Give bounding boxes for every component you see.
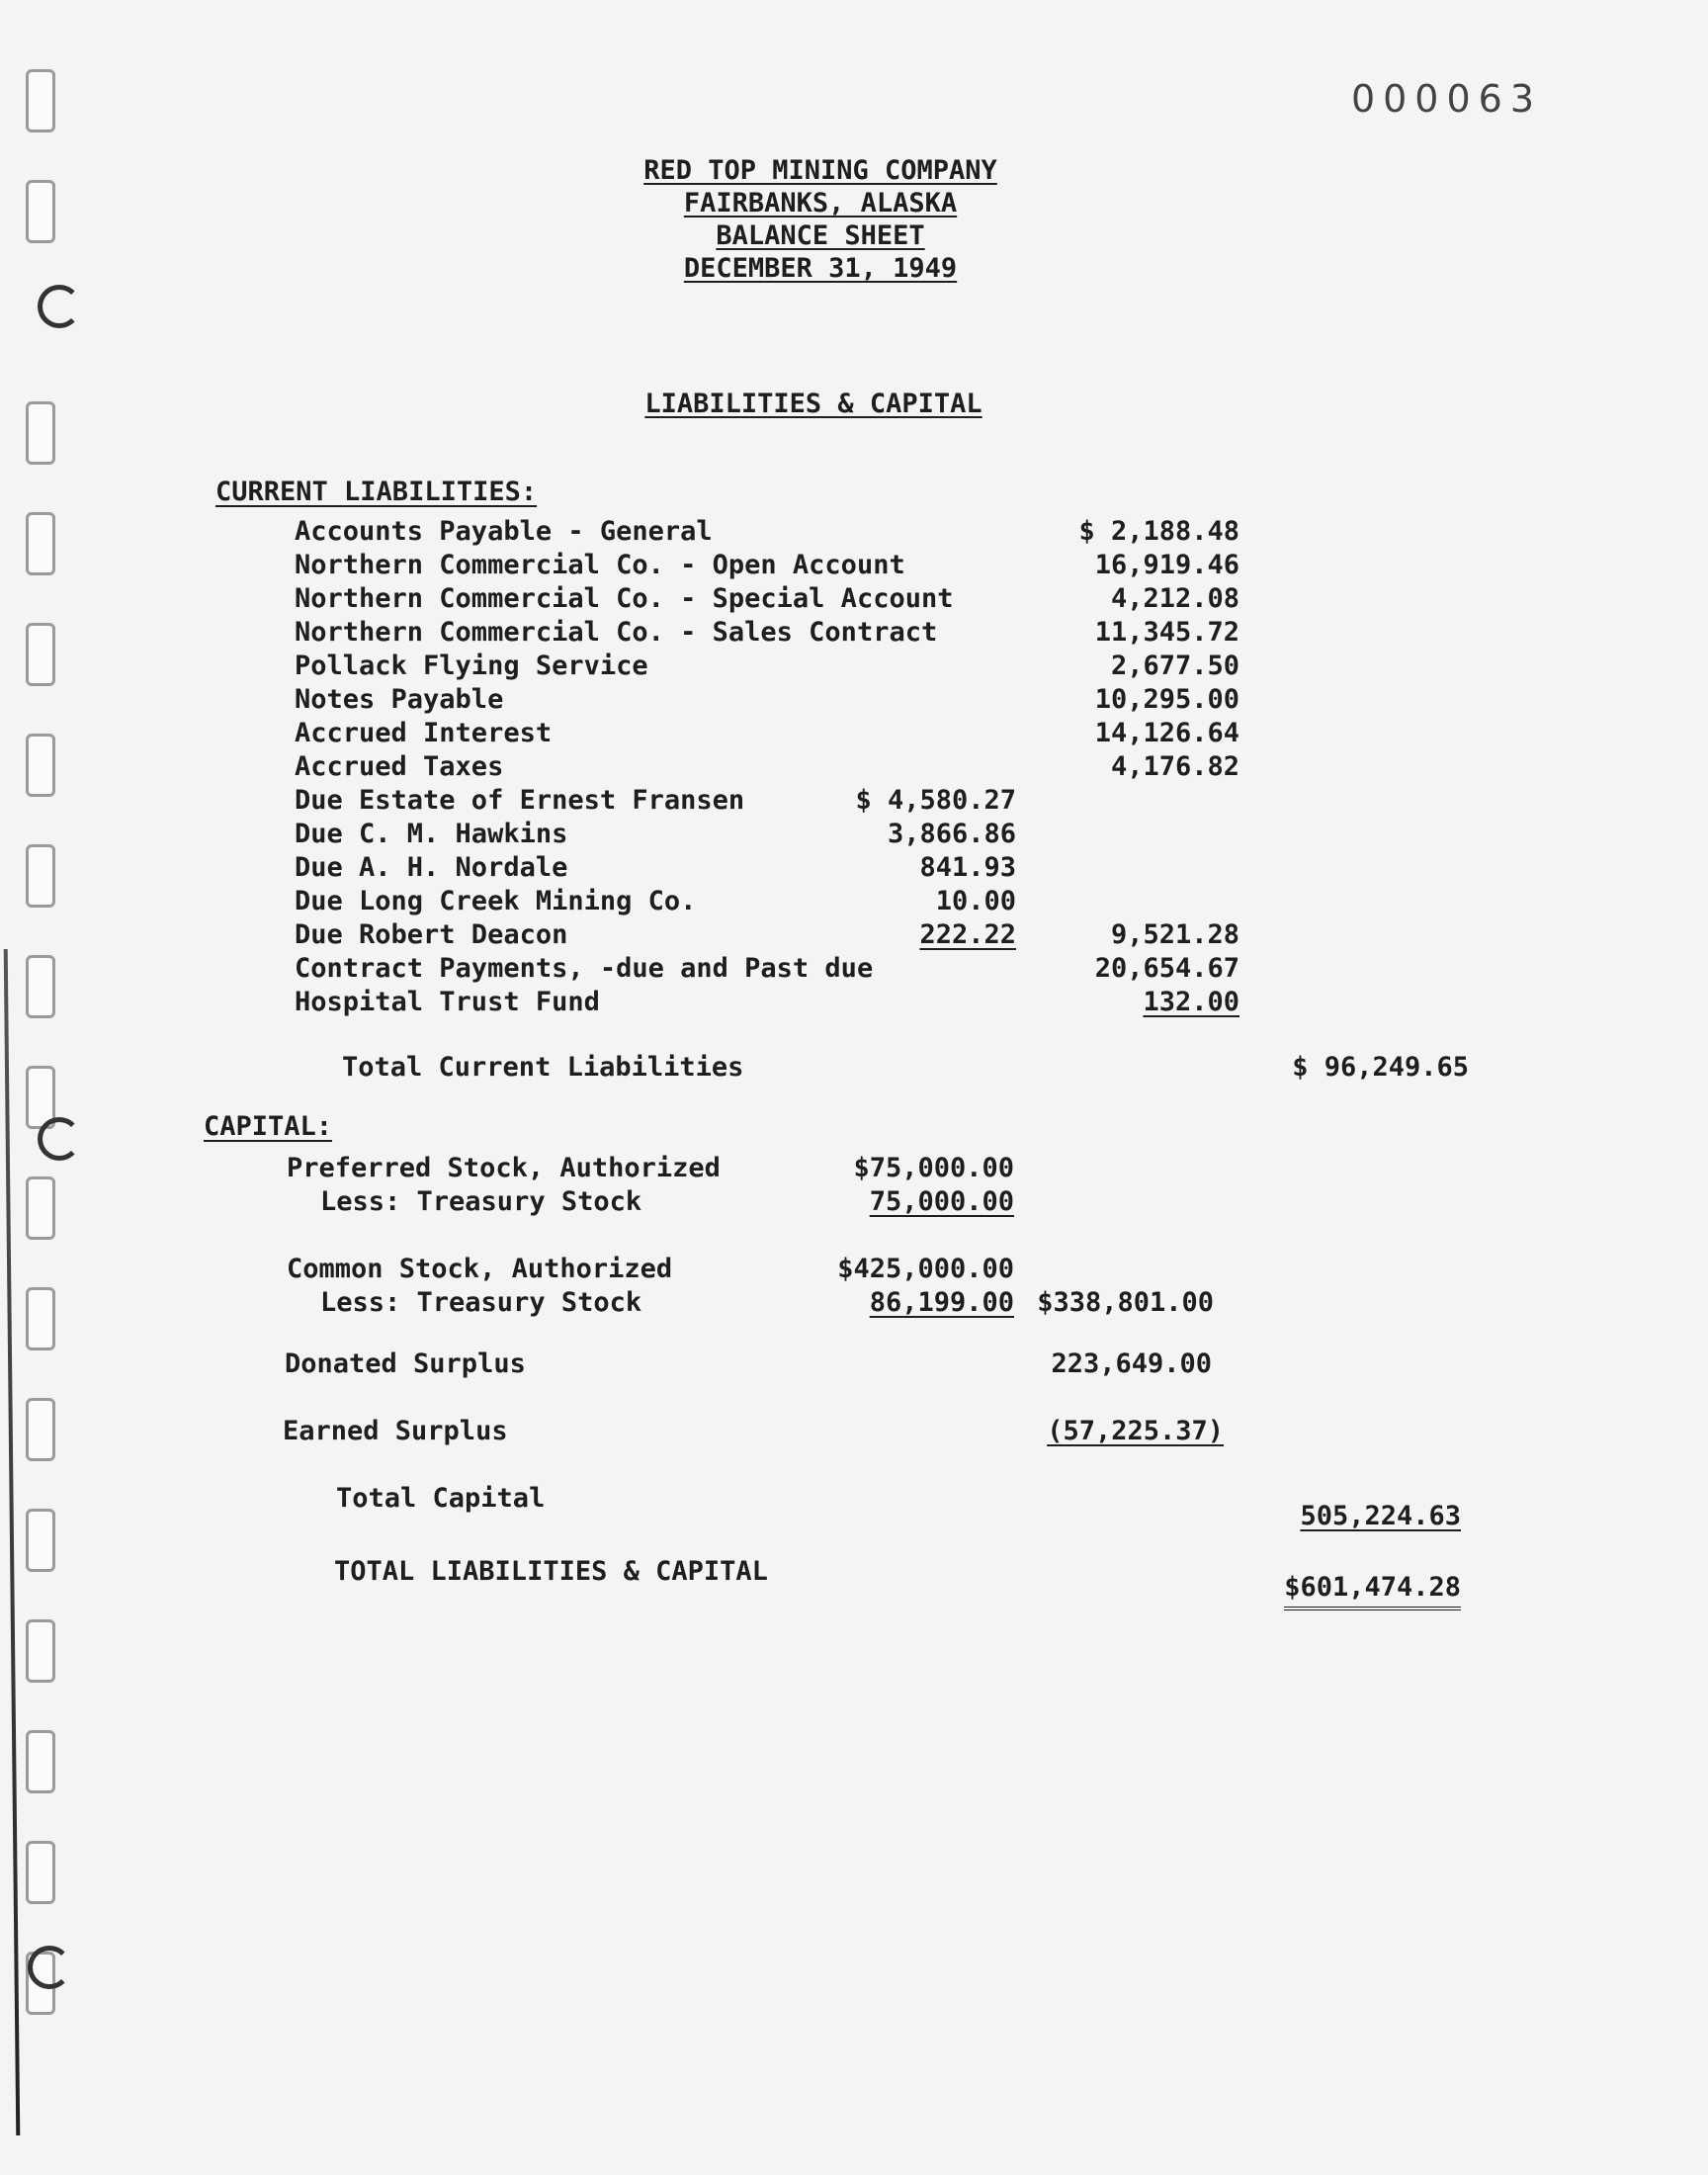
liability-amount: 10,295.00 (1094, 684, 1239, 715)
total-current-liabilities-amount: $ 96,249.65 (1292, 1052, 1469, 1083)
liability-amount: 11,345.72 (1094, 617, 1239, 648)
total-capital-amount-cell (1285, 1501, 1461, 1534)
grand-total-amount-cell (1265, 1572, 1461, 1617)
section-title: LIABILITIES & CAPITAL (644, 389, 982, 419)
preferred-stock-amount: $75,000.00 (853, 1153, 1014, 1183)
grand-total-row (334, 1556, 1125, 1590)
liability-row (295, 819, 1239, 852)
total-current-liabilities-row (342, 1052, 1469, 1086)
binder-hole (26, 623, 55, 686)
liability-label: Notes Payable (295, 684, 504, 715)
company-location: FAIRBANKS, ALASKA (683, 188, 958, 218)
liability-row (295, 953, 1239, 987)
liability-amount: 16,919.46 (1094, 550, 1239, 580)
liability-amount: 20,654.67 (1094, 953, 1239, 984)
liability-row (295, 583, 1239, 617)
binder-hole (26, 955, 55, 1018)
earned-surplus-label: Earned Surplus (283, 1416, 508, 1446)
liability-sub-amount: 222.22 (919, 919, 1016, 950)
liability-sub-amount: 841.93 (919, 852, 1016, 883)
liability-amount: 9,521.28 (1110, 919, 1239, 950)
ink-smudge (38, 1117, 81, 1161)
preferred-treasury-row (287, 1186, 1014, 1220)
common-treasury-label: Less: Treasury Stock (320, 1287, 642, 1318)
liability-amount: 4,212.08 (1110, 583, 1239, 614)
liability-label: Due C. M. Hawkins (295, 819, 568, 849)
liability-label: Contract Payments, -due and Past due (295, 953, 874, 984)
total-current-liabilities-label: Total Current Liabilities (342, 1052, 744, 1083)
liability-amount: 14,126.64 (1094, 718, 1239, 748)
binding-edge (4, 949, 21, 2135)
liability-row (295, 987, 1239, 1020)
total-capital-amount: 505,224.63 (1300, 1501, 1461, 1531)
preferred-stock-label: Preferred Stock, Authorized (287, 1153, 721, 1183)
donated-surplus-label: Donated Surplus (285, 1348, 526, 1379)
current-liabilities-heading: CURRENT LIABILITIES: (215, 477, 538, 507)
liability-label: Northern Commercial Co. - Sales Contract (295, 617, 938, 648)
common-treasury-amount: 86,199.00 (869, 1287, 1014, 1318)
ink-smudge (38, 285, 81, 328)
liability-row (295, 785, 1239, 819)
binder-hole (26, 734, 55, 797)
preferred-treasury-amount: 75,000.00 (869, 1186, 1014, 1217)
binder-hole (26, 69, 55, 132)
liability-amount: 132.00 (1143, 987, 1239, 1017)
liability-label: Hospital Trust Fund (295, 987, 600, 1017)
liability-row (295, 516, 1239, 550)
liability-label: Due Long Creek Mining Co. (295, 886, 697, 916)
liability-sub-amount: $ 4,580.27 (855, 785, 1016, 816)
common-stock-label: Common Stock, Authorized (287, 1254, 673, 1284)
binder-hole (26, 1619, 55, 1683)
liability-row (295, 718, 1239, 751)
statement-date: DECEMBER 31, 1949 (683, 253, 958, 284)
binder-hole (26, 1398, 55, 1461)
ink-smudge (28, 1946, 71, 1989)
common-stock-row (287, 1254, 1014, 1287)
common-net-amount: $338,801.00 (1037, 1287, 1214, 1318)
liability-row (295, 550, 1239, 583)
binder-hole (26, 512, 55, 575)
liability-label: Accounts Payable - General (295, 516, 713, 547)
liability-row (295, 684, 1239, 718)
earned-surplus-row (283, 1416, 1224, 1449)
preferred-treasury-label: Less: Treasury Stock (320, 1186, 642, 1217)
binder-hole (26, 1730, 55, 1793)
company-name: RED TOP MINING COMPANY (643, 155, 997, 186)
binder-hole (26, 1176, 55, 1240)
liability-row (295, 617, 1239, 651)
liability-row (295, 651, 1239, 684)
earned-surplus-amount: (57,225.37) (1047, 1416, 1224, 1446)
liability-row (295, 886, 1239, 919)
common-net-row (1024, 1287, 1214, 1321)
liability-label: Due Estate of Ernest Fransen (295, 785, 745, 816)
binder-hole (26, 1841, 55, 1904)
liability-label: Accrued Taxes (295, 751, 504, 782)
donated-surplus-amount: 223,649.00 (1051, 1348, 1212, 1379)
liability-row (295, 751, 1239, 785)
statement-title: BALANCE SHEET (716, 220, 925, 251)
document-number: 000063 (1350, 77, 1542, 121)
preferred-stock-row (287, 1153, 1014, 1186)
liability-label: Northern Commercial Co. - Open Account (295, 550, 905, 580)
liability-label: Accrued Interest (295, 718, 553, 748)
liability-label: Due A. H. Nordale (295, 852, 568, 883)
binder-hole (26, 1509, 55, 1572)
grand-total-label: TOTAL LIABILITIES & CAPITAL (334, 1556, 768, 1587)
common-treasury-row (287, 1287, 1014, 1321)
grand-total-amount: $601,474.28 (1284, 1572, 1461, 1610)
liability-amount: 4,176.82 (1110, 751, 1239, 782)
liability-amount: $ 2,188.48 (1078, 516, 1239, 547)
liability-label: Pollack Flying Service (295, 651, 648, 681)
liability-label: Due Robert Deacon (295, 919, 568, 950)
liability-row (295, 919, 1239, 953)
donated-surplus-row (285, 1348, 1212, 1382)
liability-label: Northern Commercial Co. - Special Account (295, 583, 954, 614)
capital-heading: CAPITAL: (204, 1111, 333, 1142)
binder-hole (26, 844, 55, 908)
common-stock-amount: $425,000.00 (837, 1254, 1014, 1284)
binder-hole (26, 1287, 55, 1350)
total-capital-label: Total Capital (336, 1483, 546, 1514)
liability-amount: 2,677.50 (1110, 651, 1239, 681)
liability-row (295, 852, 1239, 886)
liability-sub-amount: 3,866.86 (887, 819, 1016, 849)
liability-sub-amount: 10.00 (935, 886, 1016, 916)
